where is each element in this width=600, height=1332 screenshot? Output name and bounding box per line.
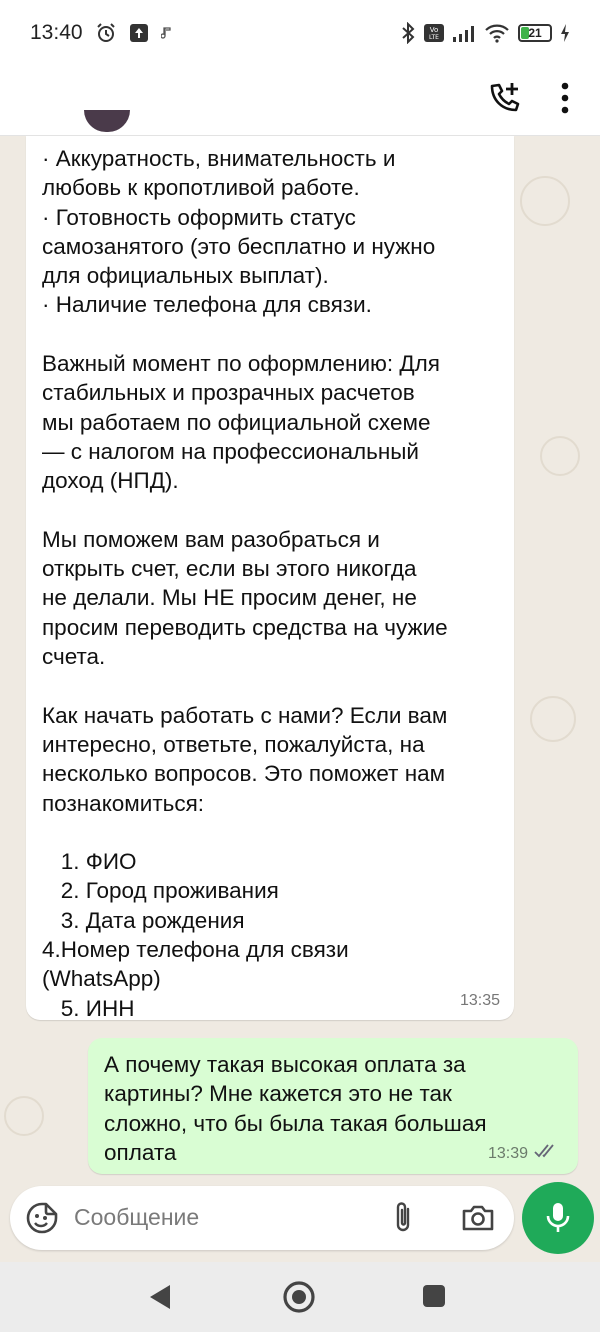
message-time: 13:39 — [487, 1144, 528, 1162]
battery-icon — [518, 24, 552, 42]
battery-level: 21 — [528, 26, 542, 40]
message-time: 13:35 — [459, 992, 500, 1009]
wifi-icon — [484, 23, 510, 43]
status-left — [30, 21, 173, 45]
wallpaper-doodle — [520, 176, 570, 226]
incoming-message[interactable] — [26, 136, 514, 1020]
more-vert-icon[interactable] — [550, 78, 580, 118]
bluetooth-icon — [400, 22, 416, 44]
add-call-icon[interactable] — [484, 78, 524, 118]
upload-icon — [129, 23, 149, 43]
double-check-icon — [534, 1143, 560, 1164]
svg-text:LTE: LTE — [429, 34, 439, 41]
back-icon[interactable] — [146, 1282, 176, 1312]
charging-icon — [560, 24, 570, 42]
attach-icon[interactable] — [388, 1200, 420, 1236]
signal-icon — [452, 24, 476, 42]
composer — [0, 1186, 600, 1262]
message-text: А почему такая высокая оплата за картины? Мне кажется это не так сложно, что бы была такая большая оплата — [104, 1052, 487, 1165]
recents-icon[interactable] — [422, 1284, 446, 1308]
message-meta — [488, 1143, 560, 1164]
outgoing-message[interactable] — [88, 1038, 578, 1174]
avatar[interactable] — [84, 110, 130, 132]
svg-text:Vo: Vo — [429, 26, 439, 34]
mic-button[interactable] — [522, 1182, 594, 1254]
mic-icon — [544, 1201, 572, 1235]
wallpaper-doodle — [4, 1096, 44, 1136]
chat-area[interactable] — [0, 136, 600, 1186]
wallpaper-doodle — [540, 436, 580, 476]
status-time: 13:40 — [30, 21, 83, 44]
alarm-icon — [95, 22, 117, 44]
system-nav-bar — [0, 1262, 600, 1332]
music-note-icon — [161, 26, 173, 40]
emoji-icon[interactable] — [24, 1200, 60, 1236]
camera-icon[interactable] — [460, 1200, 496, 1236]
home-icon[interactable] — [282, 1280, 316, 1314]
message-input[interactable]: Сообщение — [74, 1204, 200, 1230]
chat-header — [0, 66, 600, 136]
wallpaper-doodle — [530, 696, 576, 742]
message-text: · Аккуратность, внимательность и любовь к кропотливой работе. · Готовность оформить статус самозанятого (это бесплатно и нужно для официальных выплат). · Наличие телефона для связи. Важный момент по оформлению: Для стабильных и прозрачных расчетов мы работаем по официальной схеме — с налогом на профессиональный доход (НПД). Мы поможем вам разобраться и открыть счет, если вы этого никогда не делали. Мы НЕ просим денег, не просим переводить средства на чужие счета. Как начать работать с нами? Если вам интересно, ответьте, пожалуйста, на несколько вопросов. Это поможет нам познакомиться: 1. ФИО 2. Город проживания 3. Дата рождения 4.Номер телефона для связи (WhatsApp) 5. ИНН — [42, 146, 448, 1021]
message-input-container[interactable] — [10, 1186, 514, 1250]
volte-icon — [424, 24, 444, 42]
status-right — [400, 22, 570, 44]
status-bar — [0, 0, 600, 66]
